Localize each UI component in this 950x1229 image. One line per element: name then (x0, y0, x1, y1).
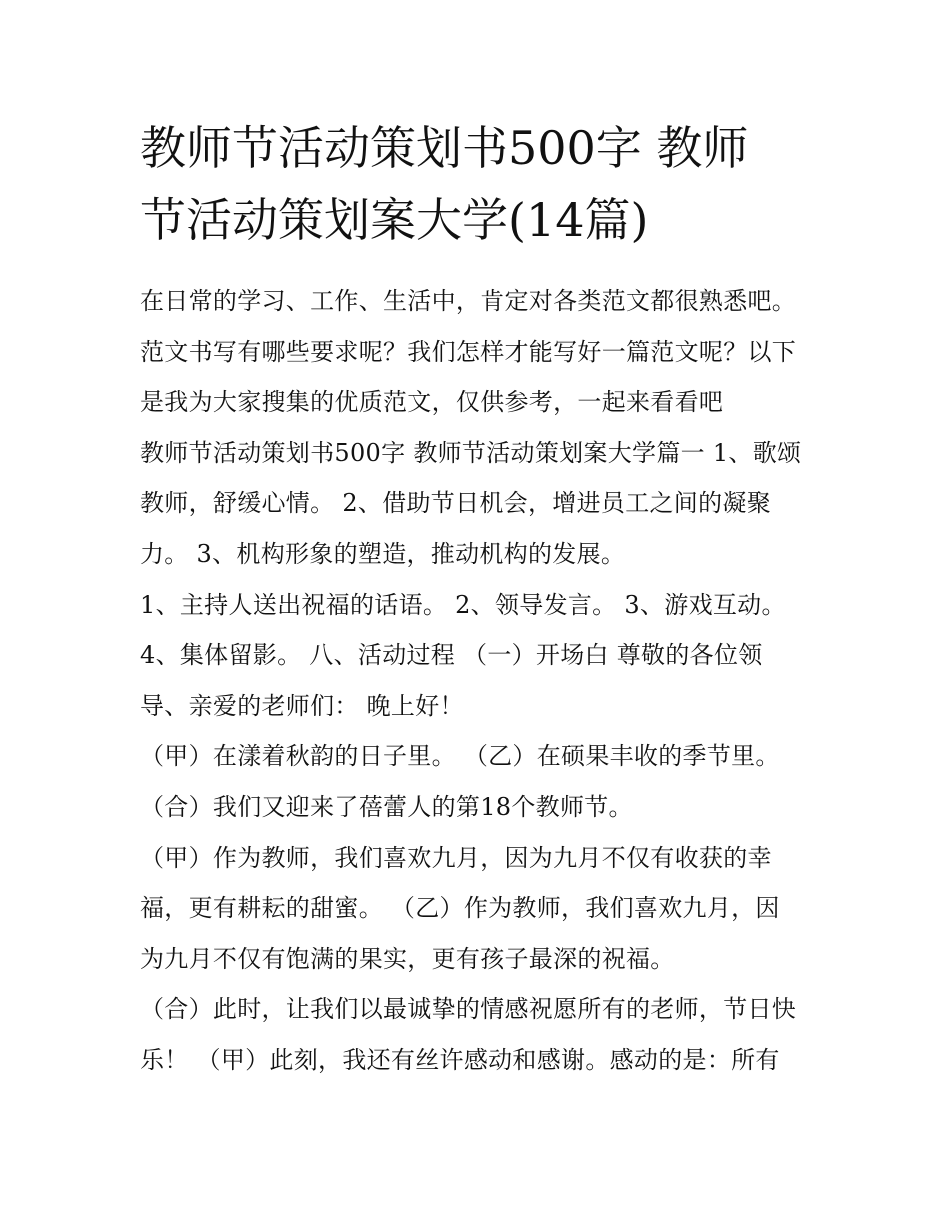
body-line: 为九月不仅有饱满的果实，更有孩子最深的祝福。 (140, 944, 675, 973)
body-line: 教师节活动策划书500字 教师节活动策划案大学篇一 1、歌颂 (140, 438, 802, 467)
body-line: 4、集体留影。 八、活动过程 （一）开场白 尊敬的各位领 (140, 641, 763, 670)
body-line: （合）我们又迎来了蓓蕾人的第18个教师节。 (140, 792, 633, 821)
body-line: （甲）在漾着秋韵的日子里。 （乙）在硕果丰收的季节里。 (140, 742, 780, 771)
title-line: 教师节活动策划书500字 教师 (140, 121, 749, 175)
body-line: 是我为大家搜集的优质范文，仅供参考，一起来看看吧 (140, 388, 724, 417)
body-line: 乐！ （甲）此刻，我还有丝许感动和感谢。感动的是：所有 (140, 1045, 780, 1074)
body-line: 导、亲爱的老师们： 晚上好！ (140, 691, 464, 720)
body-line: 教师，舒缓心情。 2、借助节日机会，增进员工之间的凝聚 (140, 489, 771, 518)
body-line: （合）此时，让我们以最诚挚的情感祝愿所有的老师，节日快 (140, 995, 797, 1024)
body-line: 福，更有耕耘的甜蜜。 （乙）作为教师，我们喜欢九月，因 (140, 894, 780, 923)
body-line: 1、主持人送出祝福的话语。 2、领导发言。 3、游戏互动。 (140, 590, 786, 619)
body-line: 范文书写有哪些要求呢？我们怎样才能写好一篇范文呢？以下 (140, 337, 797, 366)
body-line: 在日常的学习、工作、生活中，肯定对各类范文都很熟悉吧。 (140, 287, 797, 315)
document-body (140, 276, 830, 1086)
title-line: 节活动策划案大学(14篇) (140, 193, 649, 247)
body-line: （甲）作为教师，我们喜欢九月，因为九月不仅有收获的幸 (140, 843, 772, 872)
document-title (140, 112, 830, 256)
body-line: 力。 3、机构形象的塑造，推动机构的发展。 (140, 539, 626, 568)
